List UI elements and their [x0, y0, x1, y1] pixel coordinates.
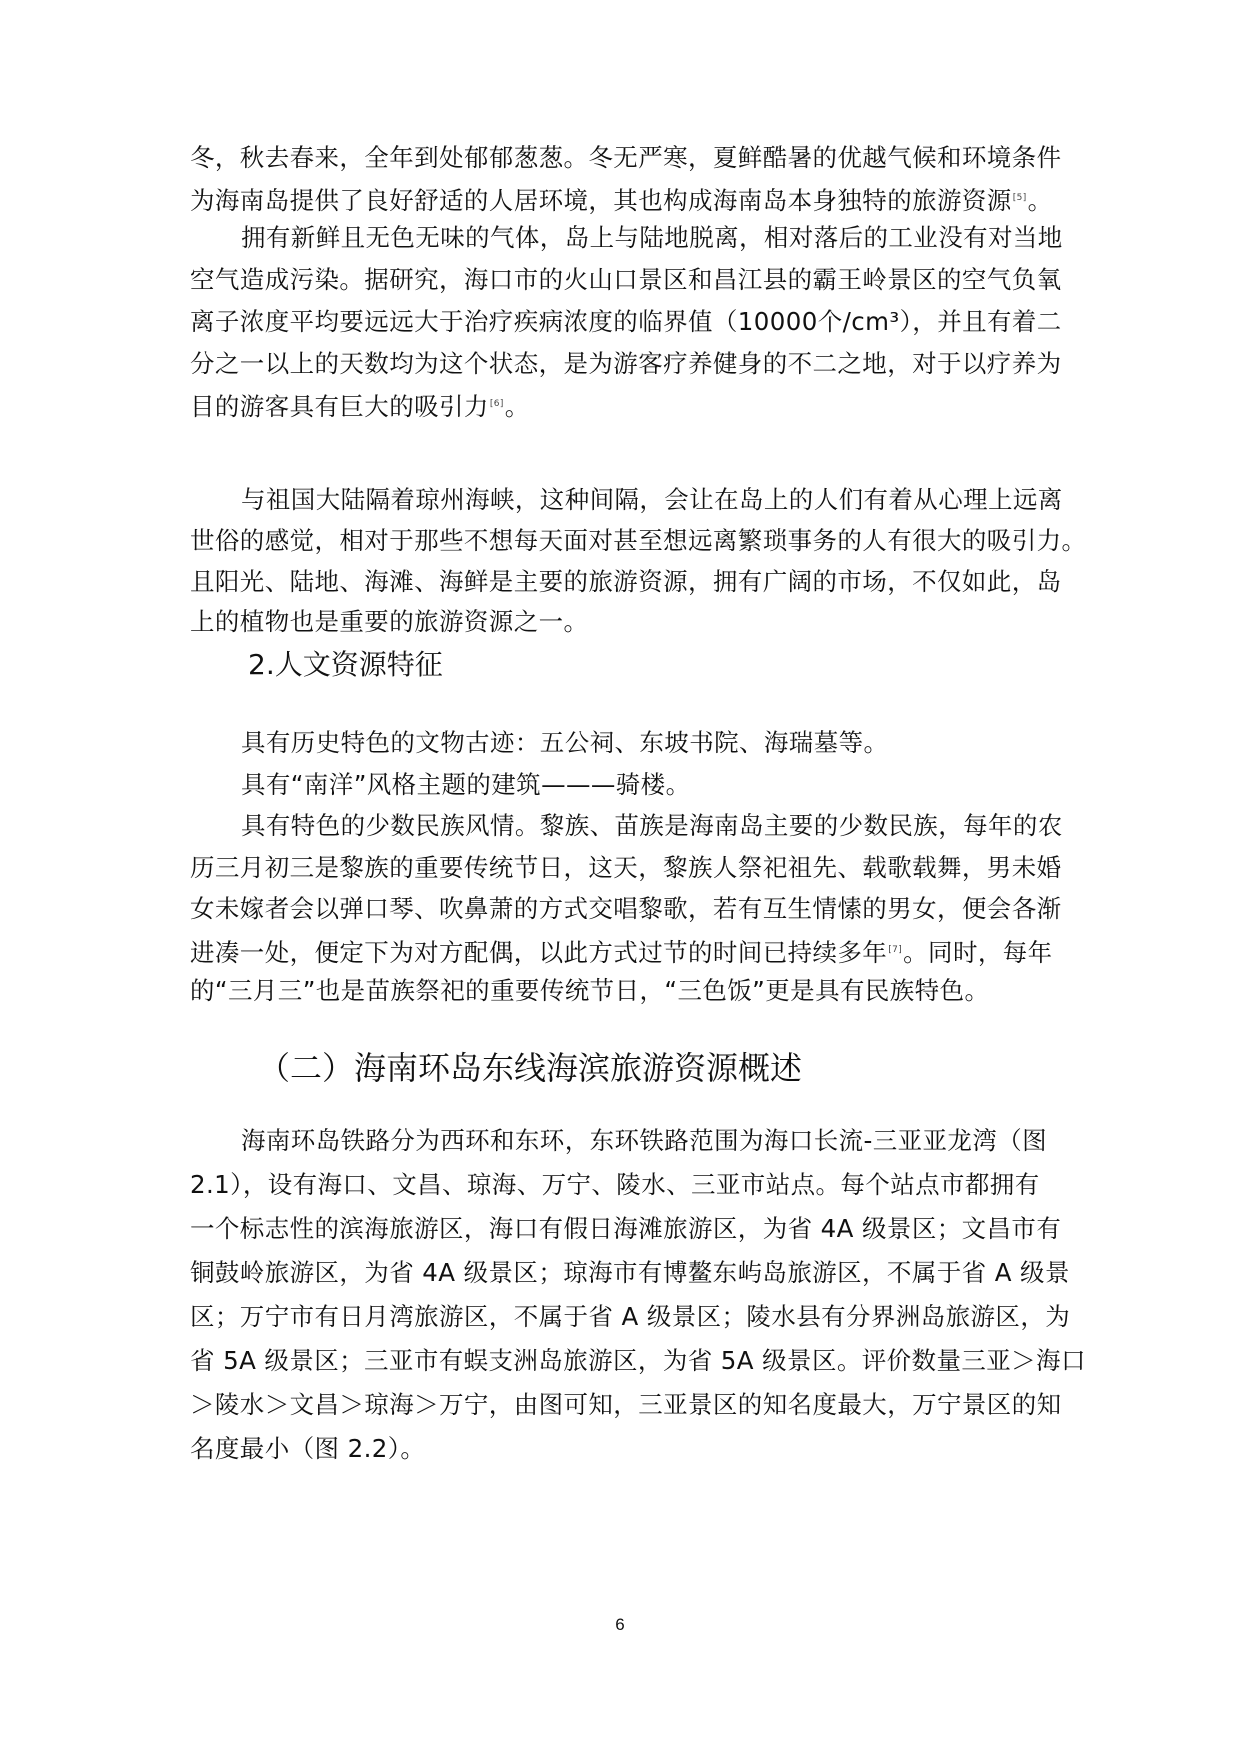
- text-line: 且阳光、陆地、海滩、海鲜是主要的旅游资源，拥有广阔的市场，不仅如此，岛: [190, 567, 1062, 596]
- text-line: 为海南岛提供了良好舒适的人居环境，其也构成海南岛本身独特的旅游资源[5]。: [190, 186, 1053, 216]
- text-line: 铜鼓岭旅游区，为省 4A 级景区；琼海市有博鳌东屿岛旅游区，不属于省 A 级景: [190, 1258, 1070, 1287]
- text-line: 海南环岛铁路分为西环和东环，东环铁路范围为海口长流-三亚亚龙湾（图: [241, 1126, 1048, 1155]
- text-line: 历三月初三是黎族的重要传统节日，这天，黎族人祭祀祖先、载歌载舞，男未婚: [190, 853, 1062, 882]
- text-line: 区；万宁市有日月湾旅游区，不属于省 A 级景区；陵水县有分界洲岛旅游区，为: [190, 1302, 1071, 1331]
- page-number: 6: [615, 1615, 625, 1634]
- citation-ref: [6]: [489, 399, 504, 409]
- text-line: 上的植物也是重要的旅游资源之一。: [190, 607, 589, 636]
- text-line: 的“三月三”也是苗族祭祀的重要传统节日，“三色饭”更是具有民族特色。: [190, 976, 990, 1005]
- text-line: 世俗的感觉，相对于那些不想每天面对甚至想远离繁琐事务的人有很大的吸引力。: [190, 526, 1087, 555]
- text-line: 进凑一处，便定下为对方配偶，以此方式过节的时间已持续多年[7]。同时，每年: [190, 938, 1053, 968]
- text-line: 离子浓度平均要远远大于治疗疾病浓度的临界值（10000个/cm³），并且有着二: [190, 307, 1062, 336]
- section-heading: （二）海南环岛东线海滨旅游资源概述: [258, 1049, 803, 1087]
- text-line: 与祖国大陆隔着琼州海峡，这种间隔，会让在岛上的人们有着从心理上远离: [241, 485, 1063, 514]
- text-line: 名度最小（图 2.2）。: [190, 1434, 426, 1463]
- text-line: 具有“南洋”风格主题的建筑———骑楼。: [241, 770, 691, 799]
- text-line: 拥有新鲜且无色无味的气体，岛上与陆地脱离，相对落后的工业没有对当地: [241, 223, 1063, 252]
- text-line: 一个标志性的滨海旅游区，海口有假日海滩旅游区，为省 4A 级景区；文昌市有: [190, 1214, 1062, 1243]
- text-line: 目的游客具有巨大的吸引力[6]。: [190, 392, 530, 422]
- citation-ref: [7]: [888, 945, 903, 955]
- text-line: 具有历史特色的文物古迹：五公祠、东坡书院、海瑞墓等。: [241, 728, 889, 757]
- subsection-heading: 2.人文资源特征: [248, 648, 443, 681]
- text-line: 分之一以上的天数均为这个状态，是为游客疗养健身的不二之地，对于以疗养为: [190, 349, 1062, 378]
- text-line: 空气造成污染。据研究，海口市的火山口景区和昌江县的霸王岭景区的空气负氧: [190, 265, 1062, 294]
- citation-ref: [5]: [1012, 193, 1027, 203]
- text-line: ＞陵水＞文昌＞琼海＞万宁，由图可知，三亚景区的知名度最大，万宁景区的知: [190, 1390, 1062, 1419]
- text-line: 冬，秋去春来，全年到处郁郁葱葱。冬无严寒，夏鲜酷暑的优越气候和环境条件: [190, 143, 1062, 172]
- text-line: 省 5A 级景区；三亚市有蜈支洲岛旅游区，为省 5A 级景区。评价数量三亚＞海口: [190, 1346, 1086, 1375]
- text-line: 2.1），设有海口、文昌、琼海、万宁、陵水、三亚市站点。每个站点市都拥有: [190, 1170, 1040, 1199]
- text-line: 具有特色的少数民族风情。黎族、苗族是海南岛主要的少数民族，每年的农: [241, 811, 1063, 840]
- text-line: 女未嫁者会以弹口琴、吹鼻萧的方式交唱黎歌，若有互生情愫的男女，便会各渐: [190, 894, 1062, 923]
